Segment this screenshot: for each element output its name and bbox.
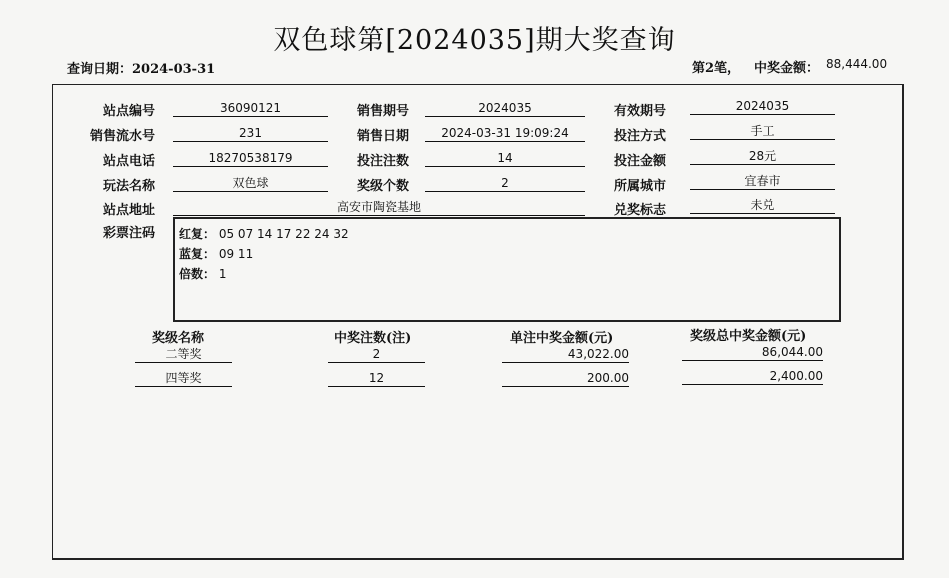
bet-method-value: 手工 [690, 123, 835, 140]
prize-row-1-name: 二等奖 [135, 346, 232, 363]
page-title: 双色球第[2024035]期大奖查询 [273, 25, 676, 56]
prize-row-1-count: 2 [328, 346, 425, 363]
blue-balls-value: 09 11 [218, 247, 254, 261]
valid-issue-label: 有效期号 [614, 104, 667, 119]
prize-row-2-total: 2,400.00 [682, 368, 823, 385]
multiplier-line [179, 265, 226, 282]
red-balls-line [179, 225, 349, 242]
ticket-label: 彩票注码 [103, 226, 156, 241]
query-date: 查询日期：2024-03-31 [67, 62, 216, 77]
city-value: 宜春市 [690, 173, 835, 190]
address-value: 高安市陶瓷基地 [173, 199, 585, 216]
bet-count-value: 14 [425, 150, 585, 167]
bet-amount-label: 投注金额 [614, 154, 667, 169]
valid-issue-value: 2024035 [690, 98, 835, 115]
game-name-label: 玩法名称 [103, 179, 156, 194]
multiplier-value: 1 [218, 267, 227, 281]
header-total-amount: 奖级总中奖金额(元) [690, 329, 807, 344]
redeem-label: 兑奖标志 [614, 203, 667, 218]
blue-balls-line [179, 245, 253, 262]
header-win-count: 中奖注数(注) [334, 331, 412, 346]
sale-date-label: 销售日期 [357, 129, 410, 144]
station-no-value: 36090121 [173, 100, 328, 117]
redeem-value: 未兑 [690, 197, 835, 214]
blue-balls-key: 蓝复： [179, 247, 216, 261]
win-amount: 88,444.00 [826, 57, 888, 71]
serial-no-value: 231 [173, 125, 328, 142]
win-amount-label: 中奖金额： [754, 61, 820, 76]
city-label: 所属城市 [614, 179, 667, 194]
header-unit-amount: 单注中奖金额(元) [510, 331, 614, 346]
prize-row-1-total: 86,044.00 [682, 344, 823, 361]
sale-issue-value: 2024035 [425, 100, 585, 117]
bet-amount-value: 28元 [690, 148, 835, 165]
bet-count-label: 投注注数 [357, 154, 410, 169]
multiplier-key: 倍数： [179, 267, 216, 281]
ticket-numbers-box [173, 217, 841, 322]
phone-label: 站点电话 [103, 154, 156, 169]
header-prize-name: 奖级名称 [152, 331, 205, 346]
prize-row-2-name: 四等奖 [135, 370, 232, 387]
prize-levels-label: 奖级个数 [357, 179, 410, 194]
sale-date-value: 2024-03-31 19:09:24 [425, 125, 585, 142]
red-balls-value: 05 07 14 17 22 24 32 [218, 227, 349, 241]
phone-value: 18270538179 [173, 150, 328, 167]
serial-no-label: 销售流水号 [90, 129, 156, 144]
prize-row-1-unit: 43,022.00 [502, 346, 629, 363]
prize-row-2-unit: 200.00 [502, 370, 629, 387]
sale-issue-label: 销售期号 [357, 104, 410, 119]
bet-method-label: 投注方式 [614, 129, 667, 144]
record-count: 第2笔， [692, 61, 741, 76]
game-name-value: 双色球 [173, 175, 328, 192]
address-label: 站点地址 [103, 203, 156, 218]
red-balls-key: 红复： [179, 227, 216, 241]
prize-row-2-count: 12 [328, 370, 425, 387]
prize-levels-value: 2 [425, 175, 585, 192]
station-no-label: 站点编号 [103, 104, 156, 119]
